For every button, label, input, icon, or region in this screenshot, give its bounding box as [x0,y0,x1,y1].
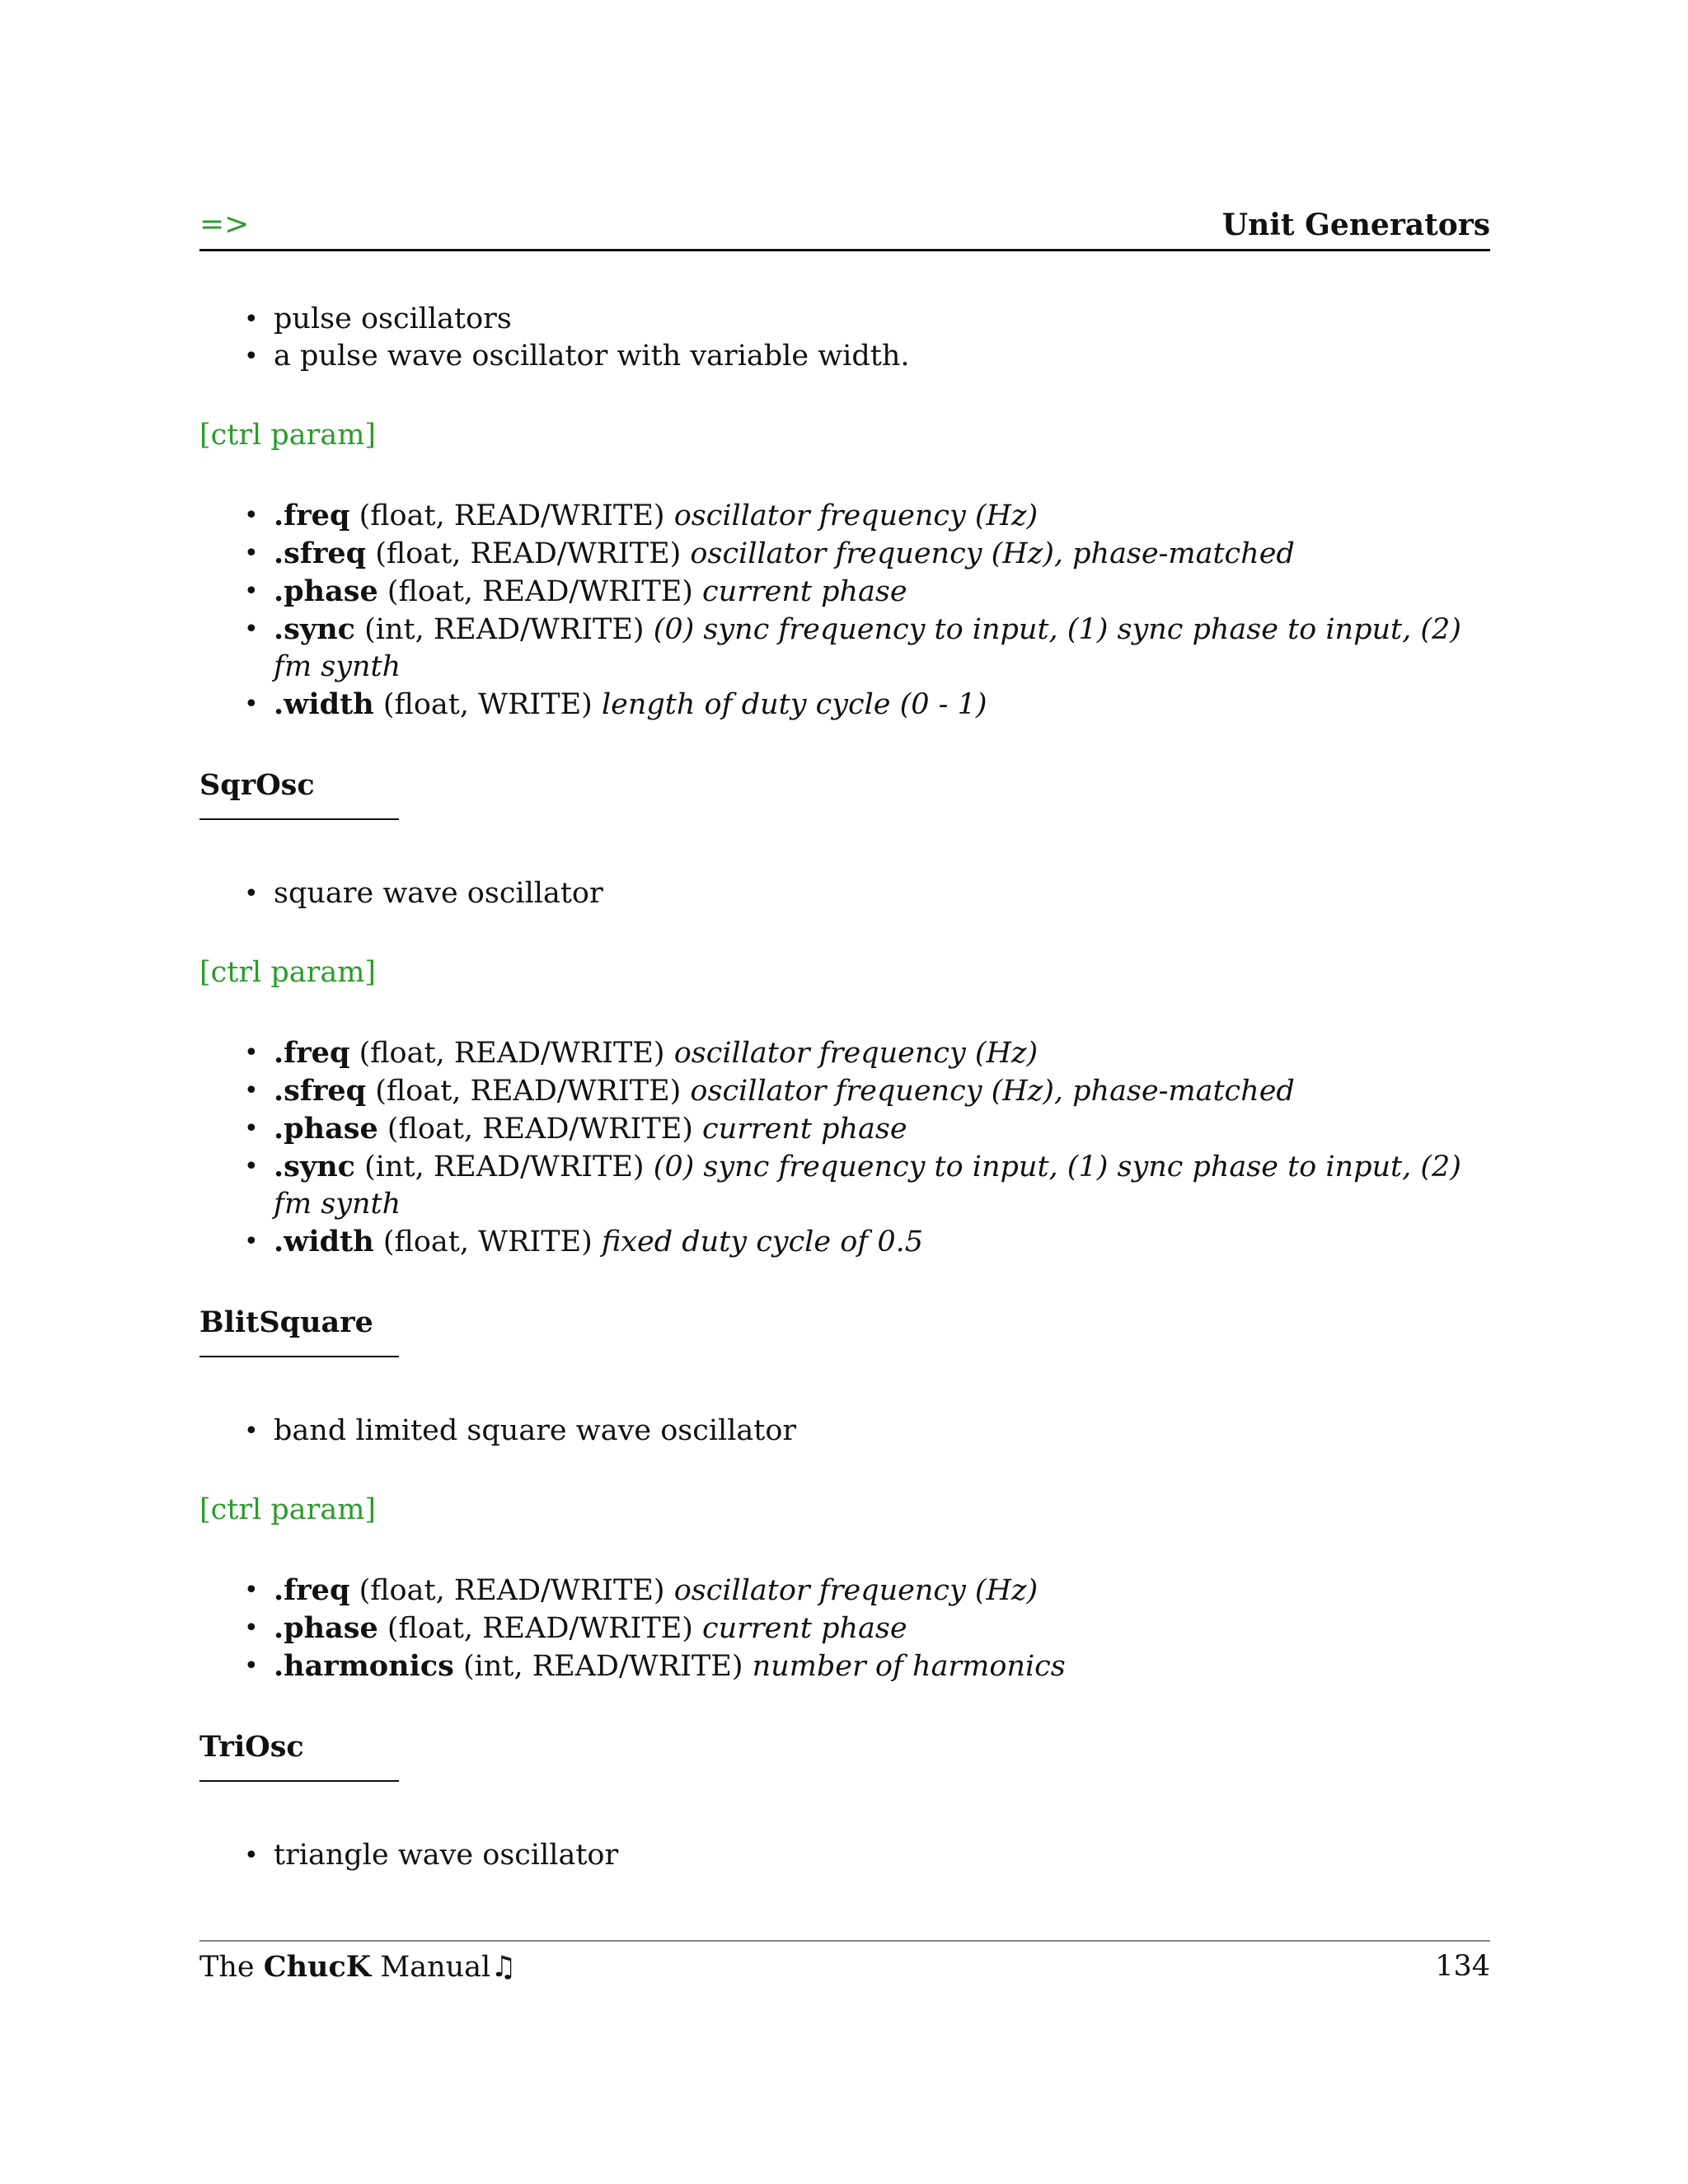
bullet-icon: • [244,1076,259,1105]
bullet-icon: • [244,879,259,908]
param-name: .freq [274,1573,350,1607]
param-type: (float, WRITE) [382,688,593,721]
triosc-description-list [199,1837,1490,1874]
param-name: .phase [274,1611,378,1645]
ctrl-param-label: [ctrl param] [199,419,377,452]
param-type: (float, READ/WRITE) [359,499,665,532]
param-name: .freq [274,499,350,532]
bullet-icon: • [244,1038,259,1067]
intro-param-list [199,497,1490,724]
param-name: .sync [274,1150,355,1183]
param-item [244,686,1490,724]
param-name: .harmonics [274,1649,454,1683]
param-type: (int, READ/WRITE) [364,1151,645,1183]
param-name: .sfreq [274,1074,367,1108]
header-title: Unit Generators [1221,208,1490,242]
manual-page [199,0,1490,2184]
page-content [199,301,1490,1874]
page-header [199,204,1490,251]
param-desc: number of harmonics [752,1650,1066,1683]
param-type: (float, READ/WRITE) [359,1574,665,1607]
param-item [244,1647,1490,1685]
bullet-icon: • [244,1652,259,1680]
section-rule [199,1780,399,1782]
bullet-icon: • [244,577,259,606]
param-desc: oscillator frequency (Hz) [673,499,1039,532]
param-desc: oscillator frequency (Hz), phase-matched [690,1075,1295,1108]
param-item [244,497,1490,535]
bullet-icon: • [244,305,259,334]
page-footer [199,1940,1490,1984]
param-desc: current phase [702,1113,907,1146]
param-desc: fixed duty cycle of 0.5 [601,1226,924,1258]
param-desc: oscillator frequency (Hz) [673,1574,1039,1607]
section-title-triosc: TriOsc [199,1730,304,1764]
section-title-sqrosc: SqrOsc [199,768,315,802]
param-item [244,1223,1490,1261]
bullet-icon: • [244,615,259,644]
param-name: .sfreq [274,537,367,570]
bullet-icon: • [244,1114,259,1143]
blitsquare-param-list [199,1572,1490,1685]
param-type: (float, READ/WRITE) [375,1075,682,1108]
sqrosc-description-list [199,875,1490,912]
param-type: (float, READ/WRITE) [387,575,693,608]
list-item: • pulse oscillators [274,301,1490,338]
param-type: (float, READ/WRITE) [387,1113,693,1146]
section-rule [199,818,399,820]
param-desc: (0) sync frequency to input, (1) sync phase to input, (2) fm synth [274,1151,1461,1221]
param-name: .width [274,687,374,721]
blitsquare-description-list [199,1413,1490,1450]
param-name: .sync [274,612,355,646]
footer-title: The ChucK Manual♫ [199,1950,517,1984]
bullet-icon: • [244,1841,259,1870]
intro-description-list [199,301,1490,375]
section-rule [199,1356,399,1357]
param-desc: length of duty cycle (0 - 1) [601,688,987,721]
bullet-icon: • [244,1576,259,1605]
footer-brand: ChucK [263,1950,372,1984]
page-number: 134 [1435,1950,1490,1983]
param-type: (float, READ/WRITE) [387,1612,693,1645]
sqrosc-param-list [199,1034,1490,1261]
param-name: .phase [274,574,378,608]
param-desc: current phase [702,1612,907,1645]
bullet-icon: • [244,342,259,371]
param-item [244,1572,1490,1610]
param-desc: oscillator frequency (Hz), phase-matched [690,537,1295,570]
param-item [244,1110,1490,1148]
bullet-icon: • [244,690,259,719]
param-name: .width [274,1225,374,1258]
param-item [244,1148,1490,1223]
param-item [244,611,1490,686]
ctrl-param-label: [ctrl param] [199,1493,377,1526]
param-desc: oscillator frequency (Hz) [673,1037,1039,1070]
param-item [244,535,1490,573]
param-type: (float, READ/WRITE) [375,537,682,570]
bullet-icon: • [244,1417,259,1446]
param-item [244,573,1490,611]
bullet-icon: • [244,539,259,568]
param-type: (float, READ/WRITE) [359,1037,665,1070]
bullet-icon: • [244,1614,259,1643]
bullet-icon: • [244,501,259,530]
param-desc: current phase [702,575,907,608]
param-item [244,1034,1490,1072]
param-type: (float, WRITE) [382,1226,593,1258]
list-item: • a pulse wave oscillator with variable width. [274,338,1490,375]
list-item: • band limited square wave oscillator [274,1413,1490,1450]
ctrl-param-label: [ctrl param] [199,956,377,989]
param-name: .freq [274,1036,350,1070]
list-item: • square wave oscillator [274,875,1490,912]
bullet-icon: • [244,1227,259,1256]
header-arrow: => [199,208,250,241]
param-type: (int, READ/WRITE) [364,613,645,646]
param-item [244,1072,1490,1110]
param-item [244,1610,1490,1647]
param-type: (int, READ/WRITE) [463,1650,743,1683]
param-name: .phase [274,1112,378,1146]
section-title-blitsquare: BlitSquare [199,1305,373,1339]
list-item: • triangle wave oscillator [274,1837,1490,1874]
bullet-icon: • [244,1152,259,1181]
param-desc: (0) sync frequency to input, (1) sync phase to input, (2) fm synth [274,613,1461,683]
